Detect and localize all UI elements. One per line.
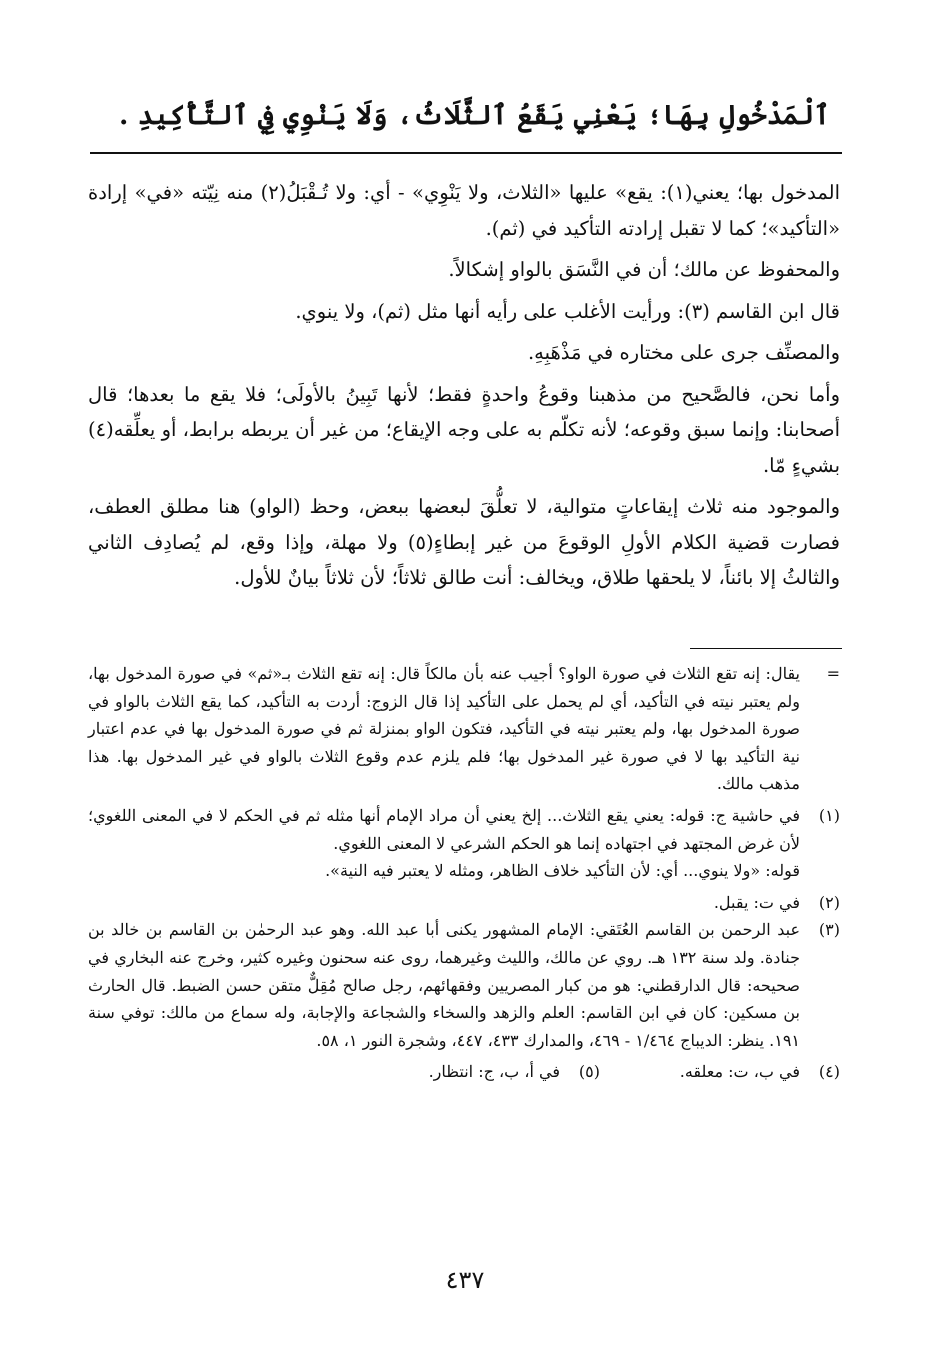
commentary-paragraph: وأما نحن، فالصَّحيح من مذهبنا وقوعُ واحدةٍ فقط؛ لأنها تَبِينُ بالأولَى؛ فلا يقع ما بعدها؛ قال أصحابنا: وإنما سبق وقوعه؛ لأنه تكلّم به على وجه الإيقاع؛ من غير أن يربطه برابط، أو يعلِّقه(٤) بشيءٍ مّا. <box>88 382 840 477</box>
continuation-mark: = <box>826 664 840 683</box>
header-divider <box>90 152 842 154</box>
commentary-paragraph: قال ابن القاسم (٣): ورأيت الأغلب على رأيه أنها مثل (ثم)، ولا ينوي. <box>295 299 840 323</box>
commentary-paragraph: والموجود منه ثلاث إيقاعاتٍ متوالية، لا تعلُّقَ لبعضها ببعض، وحظ (الواو) هنا مطلق العطف، فصارت قضية الكلام الأولِ الوقوعَ من غير إبطاءٍ(٥) ولا مهلة، وإذا وقع، لم يُصادِف الثاني والثالثُ إلا بائناً، لا يلحقها طلاق، ويخالف: أنت طالق ثلاثاً؛ لأن ثلاثاً بيانٌ للأول. <box>88 495 840 589</box>
footnote-continuation <box>88 660 840 798</box>
footnote-text: عبد الرحمن بن القاسم العُتَقي: الإمام المشهور يكنى أبا عبد الله. وهو عبد الرحمٰن بن القاسم بن خالد بن جنادة. ولد سنة ١٣٢ هـ. روي عن مالك، والليث وغيرهما، روى عنه سحنون وغيره كثير، وخرج عنه البخاري في صحيحه: قال الدارقطني: هو من كبار المصريين وفقهائهم، رجل صالح مُقِلٌّ متقن حسن الضبط. قال الحارث بن مسكين: كان في ابن القاسم: العلم والزهد والسخاء والشجاعة والإجابة، وله سماع من مالك: توفي سنة ١٩١. ينظر: الديباج ١/٤٦٤ - ٤٦٩، والمدارك ٤٣٣، ٤٤٧، وشجرة النور ١، ٥٨. <box>88 920 800 1050</box>
footnote-number: (٤) <box>818 1062 840 1082</box>
footnote-body <box>88 802 800 885</box>
footnote-text: يقال: إنه تقع الثلاث في صورة الواو؟ أجيب عنه بأن مالكاً قال: إنه تقع الثلاث بـ«ثم» في صورة المدخول بها، ولم يعتبر نيته في التأكيد، أي لم يحمل على التأكيد إذا قال الزوج: أردت به التأكيد، كما يقع الثلاث بالواو في صورة المدخول بها، ولم يعتبر نيته في التأكيد، فتكون الواو بمنزلة ثم في صورة المدخول بها في عدم اعتبار نية التأكيد بها لا في صورة غير المدخول بها؛ فلم يلزم عدم وقوع الثلاث بالواو في غير المدخول بها. هذا مذهب مالك. <box>88 664 800 794</box>
footnote-number: (٢) <box>818 892 840 912</box>
footnote-3 <box>88 916 840 1054</box>
footnote-row-4-5 <box>88 1058 840 1086</box>
page-number: ٤٣٧ <box>445 1266 485 1294</box>
footnote-divider <box>690 648 842 649</box>
footnote-subtext: قوله: «ولا ينوي... أي: لأن التأكيد خلاف الظاهر، ومثله لا يعتبر فيه النية». <box>325 861 800 881</box>
matn-verse: ٱلْمَدْخُولِ بِهَا؛ يَعْنِي يَقَعُ ٱلثَّلَاثُ، وَلَا يَنْوِي فِي ٱلتَّأْكِيدِ . <box>119 100 830 131</box>
commentary-text <box>88 175 840 596</box>
footnote-text: في ت: يقبل. <box>713 892 800 912</box>
footnote-text: في ب، ت: معلقه. <box>679 1062 800 1082</box>
footnote-text: في أ، ب، ج: انتظار. <box>428 1062 560 1082</box>
footnote-2 <box>88 889 840 917</box>
footnotes <box>88 660 840 1086</box>
footnote-number: (٣) <box>818 920 840 940</box>
commentary-paragraph: والمحفوظ عن مالك؛ أن في النَّسَق بالواو إشكالاً. <box>448 258 840 281</box>
footnote-1 <box>88 802 840 885</box>
commentary-paragraph: والمصنِّف جرى على مختاره في مَذْهَبِهِ. <box>527 341 840 364</box>
footnote-number: (١) <box>818 805 840 825</box>
commentary-paragraph: المدخول بها؛ يعني(١): يقع» عليها «الثلاث، ولا يَنْوِي» - أي: ولا تُـقْبَلُ(٢) منه نِيّته «في» إرادة «التأكيد»؛ كما لا تقبل إرادته التأكيد في (ثم). <box>88 181 840 240</box>
footnote-number: (٥) <box>578 1062 600 1082</box>
footnote-text: في حاشية ج: قوله: يعني يقع الثلاث... إلخ يعني أن مراد الإمام أنها مثله ثم في الحكم لا في المعنى اللغوي؛ لأن غرض المجتهد في اجتهاده إنما هو الحكم الشرعي لا المعنى اللغوي. <box>88 805 800 853</box>
